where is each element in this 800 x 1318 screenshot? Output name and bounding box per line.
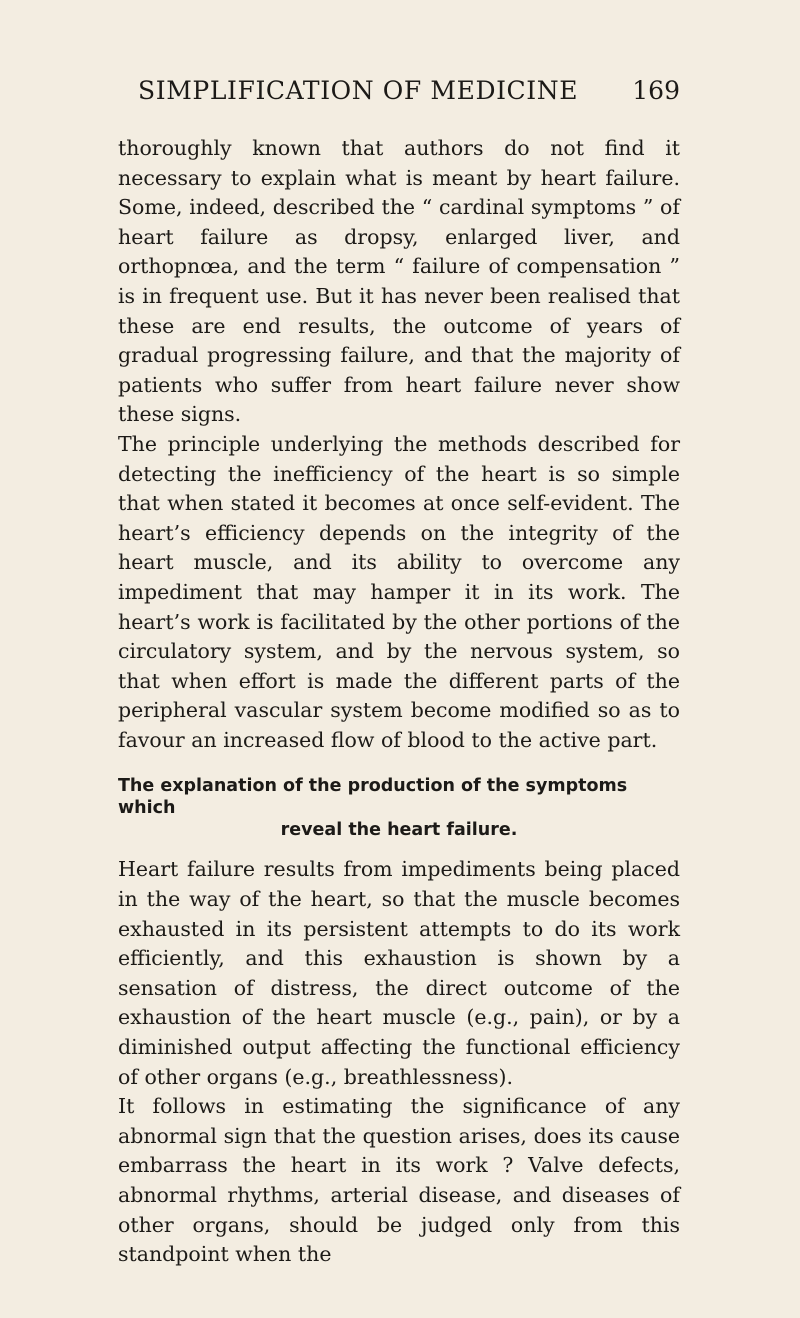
paragraph-3: Heart failure results from impediments being placed in the way of the heart, so that the muscle becomes exhausted in its persistent attempts to do its work efficiently, and this exhaustion is shown by a sensation of distress, the direct outcome of the exhaustion of the heart muscle (e.g., pain), or by a diminished output affecting the functional efficiency of other organs (e.g., breathlessness). (118, 857, 680, 1089)
paragraph-2: The principle underlying the methods described for detecting the inefficiency of the heart is so simple that when stated it becomes at once self-evident. The heart’s efficiency depends on the integrity of the heart muscle, and its ability to overcome any impediment that may hamper it in its work. The heart’s work is facilitated by the other portions of the circulatory system, and by the nervous system, so that when effort is made the different parts of the peripheral vascular system become modified so as to favour an increased flow of blood to the active part. (118, 431, 680, 752)
section-heading (118, 775, 680, 841)
paragraph-1: thoroughly known that authors do not find it necessary to explain what is meant by heart failure. Some, indeed, described the “ cardinal symptoms ” of heart failure as dropsy, enlarged liver, and orthopnœa, and the term “ failure of compensation ” is in frequent use. But it has never been realised that these are end results, the outcome of years of gradual progressing failure, and that the majority of patients who suffer from heart failure never show these signs. (118, 136, 680, 427)
running-head (138, 76, 680, 116)
paragraph-4: It follows in estimating the significance of any abnormal sign that the question arises, does its cause embarrass the heart in its work ? Valve defects, abnormal rhythms, arterial disease, and diseases of other organs, should be judged only from this standpoint when the (118, 1094, 680, 1267)
page-number: 169 (632, 76, 680, 105)
section-heading-line-2: reveal the heart failure. (280, 820, 518, 841)
section-heading-line-1: The explanation of the production of the symptoms which (118, 776, 628, 819)
running-title: SIMPLIFICATION OF MEDICINE (138, 76, 579, 105)
body-text (118, 134, 680, 1270)
